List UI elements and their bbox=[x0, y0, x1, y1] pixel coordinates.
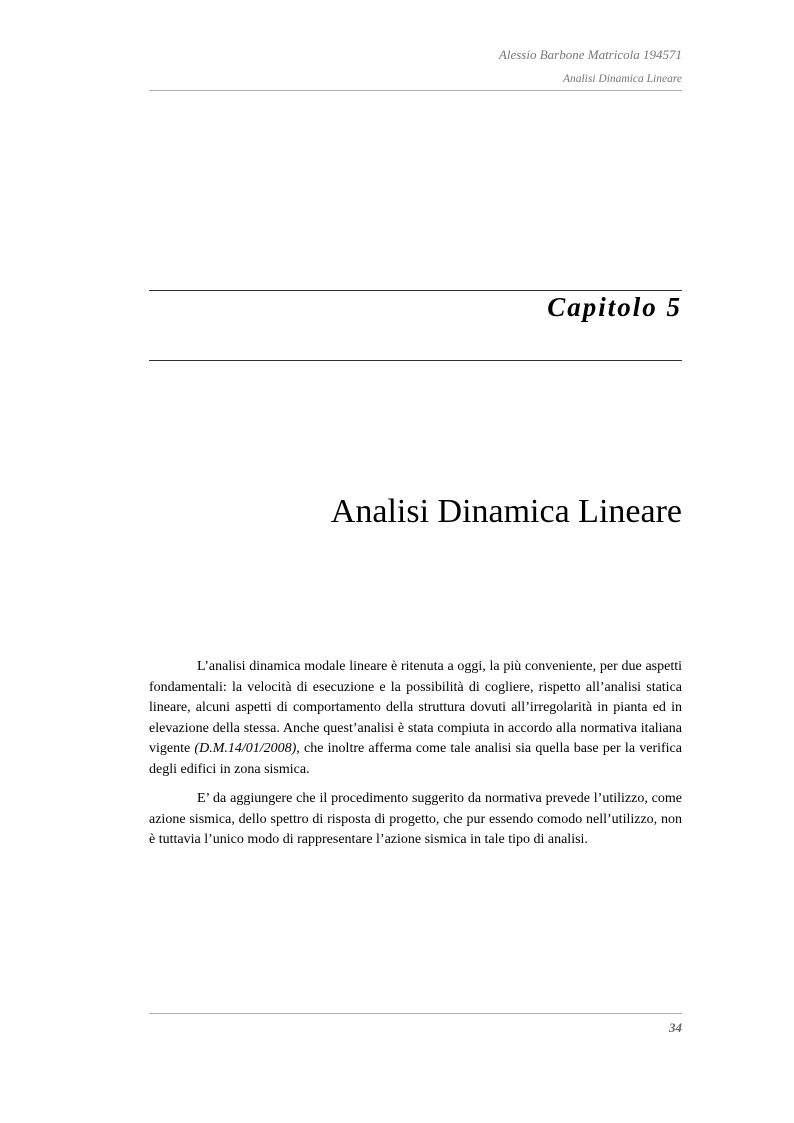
chapter-label: Capitolo 5 bbox=[547, 292, 682, 322]
paragraph-1-text-end: che inoltre afferma come tale analisi sia quella base per la verifica degli edifici in zona sismica. bbox=[149, 741, 682, 777]
paragraph-1-text-start: L’analisi dinamica modale lineare è ritenuta a oggi, la più conveniente, per due aspetti fondamentali: la velocità di esecuzione e la possibilità di cogliere, rispetto all’analisi statica lineare, alcuni aspetti di comportamento della struttura dovuti all’irregolarità in pianta ed in elevazione della stessa. Anche quest’analisi è stata compiuta in accordo alla normativa italiana vigente bbox=[149, 659, 682, 756]
footer-divider bbox=[149, 1013, 682, 1014]
header-divider bbox=[149, 90, 682, 91]
header-section-title: Analisi Dinamica Lineare bbox=[562, 73, 682, 85]
chapter-top-rule bbox=[149, 290, 682, 291]
normative-reference: (D.M.14/01/2008), bbox=[194, 741, 300, 756]
page-number: 34 bbox=[669, 1020, 682, 1035]
body-paragraph-1 bbox=[149, 657, 682, 780]
chapter-title: Analisi Dinamica Lineare bbox=[330, 493, 682, 530]
body-paragraph-2: E’ da aggiungere che il procedimento suggerito da normativa prevede l’utilizzo, come azione sismica, dello spettro di risposta di progetto, che pur essendo comodo nell’utilizzo, non è tuttavia l’unico modo di rappresentare l’azione sismica in tale tipo di analisi. bbox=[149, 791, 682, 847]
chapter-bottom-rule bbox=[149, 360, 682, 361]
header-author: Alessio Barbone Matricola 194571 bbox=[498, 47, 682, 62]
